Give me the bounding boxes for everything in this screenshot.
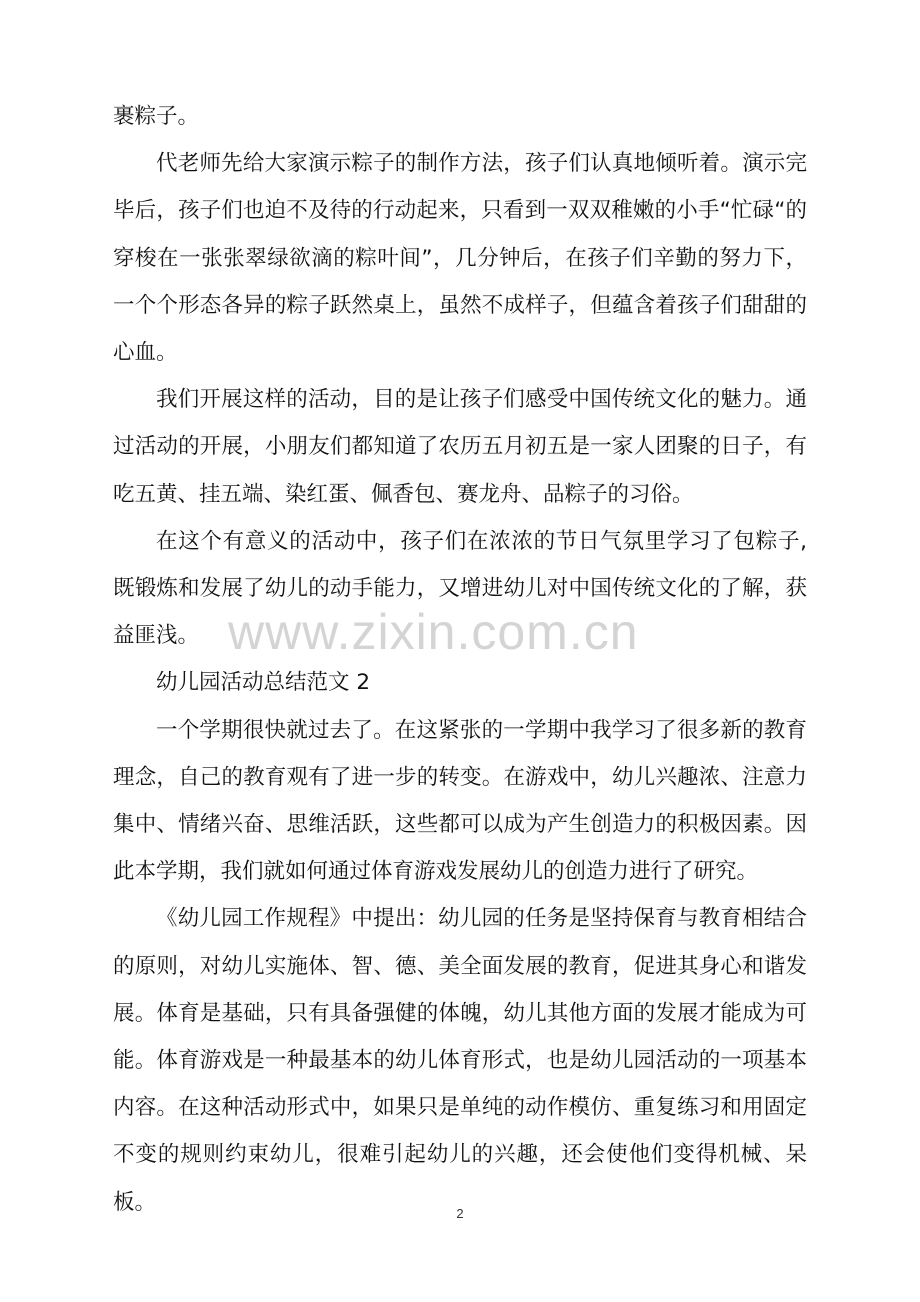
page-number: 2 xyxy=(456,1206,464,1221)
section-heading: 幼儿园活动总结范文 2 xyxy=(156,670,371,696)
paragraph-continuation: 裹粽子。 xyxy=(113,104,200,129)
paragraph-meaning: 在这个有意义的活动中，孩子们在浓浓的节日气氛里学习了包粽子,既锻炼和发展了幼儿的动手能力，又增进幼儿对中国传统文化的了解，获益匪浅。 xyxy=(113,528,807,649)
watermark: www.zixin.com.cn xyxy=(228,604,639,660)
paragraph-semester: 一个学期很快就过去了。在这紧张的一学期中我学习了很多新的教育理念，自己的教育观有了进一步的转变。在游戏中，幼儿兴趣浓、注意力集中、情绪兴奋、思维活跃，这些都可以成为产生创造力的积极因素。因此本学期，我们就如何通过体育游戏发展幼儿的创造力进行了研究。 xyxy=(113,717,807,885)
paragraph-demonstration: 代老师先给大家演示粽子的制作方法，孩子们认真地倾听着。演示完毕后，孩子们也迫不及待的行动起来，只看到一双双稚嫩的小手“忙碌“的穿梭在一张张翠绿欲滴的粽叶间”，几分钟后，在孩子们辛勤的努力下，一个个形态各异的粽子跃然桌上，虽然不成样子，但蕴含着孩子们甜甜的心血。 xyxy=(113,151,807,366)
paragraph-purpose: 我们开展这样的活动，目的是让孩子们感受中国传统文化的魅力。通过活动的开展，小朋友们都知道了农历五月初五是一家人团聚的日子，有吃五黄、挂五端、染红蛋、佩香包、赛龙舟、品粽子的习俗。 xyxy=(113,387,807,507)
document-body xyxy=(113,93,807,1226)
paragraph-regulations: 《幼儿园工作规程》中提出：幼儿园的任务是坚持保育与教育相结合的原则，对幼儿实施体、智、德、美全面发展的教育，促进其身心和谐发展。体育是基础，只有具备强健的体魄，幼儿其他方面的发展才能成为可能。体育游戏是一种最基本的幼儿体育形式，也是幼儿园活动的一项基本内容。在这种活动形式中，如果只是单纯的动作模仿、重复练习和用固定不变的规则约束幼儿，很难引起幼儿的兴趣，还会使他们变得机械、呆板。 xyxy=(113,906,807,1215)
